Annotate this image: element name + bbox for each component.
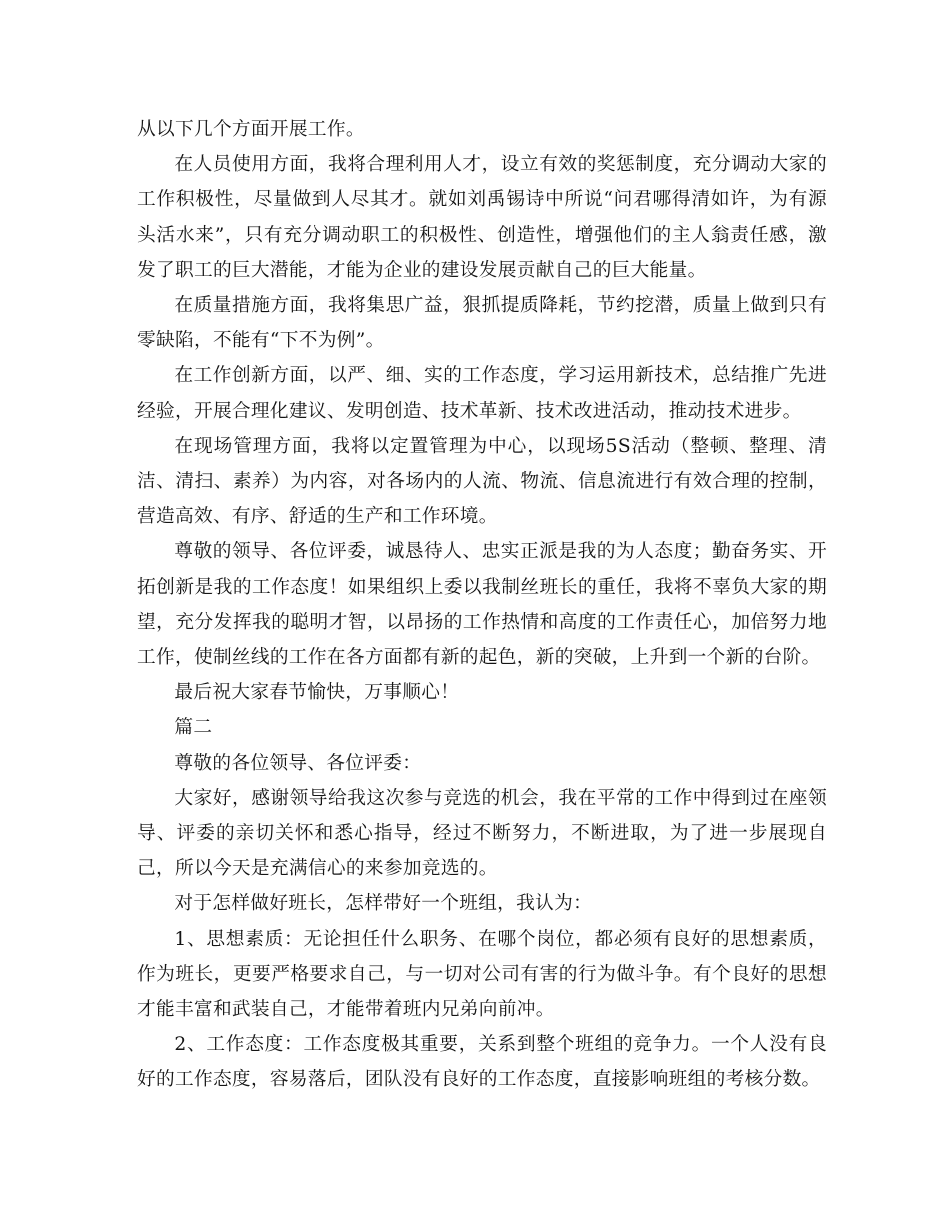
paragraph-salutation: 尊敬的各位领导、各位评委： — [174, 752, 422, 774]
document-body — [137, 112, 827, 1098]
paragraph-site-management: 在现场管理方面，我将以定置管理为中心，以现场5S活动（整顿、整理、清洁、清扫、素养）为内容，对各场内的人流、物流、信息流进行有效合理的控制，营造高效、有序、舒适的生产和工作环境。 — [137, 435, 827, 528]
paragraph-personnel: 在人员使用方面，我将合理利用人才，设立有效的奖惩制度，充分调动大家的工作积极性，尽量做到人尽其才。就如刘禹锡诗中所说“问君哪得清如许，为有源头活水来”，只有充分调动职工的积极性、创造性，增强他们的主人翁责任感，激发了职工的巨大潜能，才能为企业的建设发展贡献自己的巨大能量。 — [137, 154, 827, 281]
paragraph-continuation: 从以下几个方面开展工作。 — [137, 119, 365, 140]
paragraph-quality: 在质量措施方面，我将集思广益，狠抓提质降耗，节约挖潜，质量上做到只有零缺陷，不能有“下不为例”。 — [137, 295, 827, 352]
list-item-ideology: 1、思想素质：无论担任什么职务、在哪个岗位，都必须有良好的思想素质，作为班长，更要严格要求自己，与一切对公司有害的行为做斗争。有个良好的思想才能丰富和武装自己，才能带着班内兄弟向前冲。 — [137, 928, 827, 1021]
section-heading: 篇二 — [174, 717, 213, 739]
list-item-attitude: 2、工作态度：工作态度极其重要，关系到整个班组的竞争力。一个人没有良好的工作态度，容易落后，团队没有良好的工作态度，直接影响班组的考核分数。 — [137, 1034, 827, 1091]
paragraph-how-to-lead: 对于怎样做好班长，怎样带好一个班组，我认为： — [174, 893, 593, 915]
paragraph-innovation: 在工作创新方面，以严、细、实的工作态度，学习运用新技术，总结推广先进经验，开展合理化建议、发明创造、技术革新、技术改进活动，推动技术进步。 — [137, 365, 827, 422]
paragraph-closing-pledge: 尊敬的领导、各位评委，诚恳待人、忠实正派是我的为人态度；勤奋务实、开拓创新是我的工作态度！如果组织上委以我制丝班长的重任，我将不辜负大家的期望，充分发挥我的聪明才智，以昂扬的工作热情和高度的工作责任心，加倍努力地工作，使制丝线的工作在各方面都有新的起色，新的突破，上升到一个新的台阶。 — [137, 541, 827, 669]
paragraph-intro: 大家好，感谢领导给我这次参与竞选的机会，我在平常的工作中得到过在座领导、评委的亲切关怀和悉心指导，经过不断努力，不断进取，为了进一步展现自己，所以今天是充满信心的来参加竞选的。 — [137, 787, 827, 880]
paragraph-greeting: 最后祝大家春节愉快，万事顺心！ — [174, 682, 460, 704]
